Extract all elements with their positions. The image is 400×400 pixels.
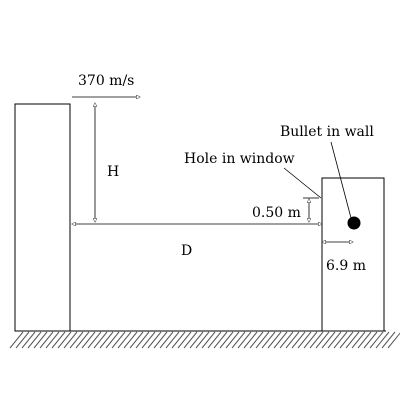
height-label: H (107, 164, 120, 180)
bullet-label: Bullet in wall (280, 124, 374, 140)
hatch-line (316, 332, 329, 348)
ground-hatching (10, 332, 400, 348)
hatch-line (118, 332, 131, 348)
hatch-line (232, 332, 245, 348)
hatch-line (64, 332, 77, 348)
hatch-line (238, 332, 251, 348)
hatch-line (280, 332, 293, 348)
hatch-line (328, 332, 341, 348)
hatch-line (196, 332, 209, 348)
hatch-line (382, 332, 395, 348)
hatch-line (298, 332, 311, 348)
hatch-line (340, 332, 353, 348)
ground (10, 331, 400, 348)
velocity-label: 370 m/s (78, 73, 135, 89)
hatch-line (292, 332, 305, 348)
hatch-line (304, 332, 317, 348)
hatch-line (178, 332, 191, 348)
hatch-line (154, 332, 167, 348)
hatch-line (136, 332, 149, 348)
right-building (322, 178, 384, 331)
hatch-line (94, 332, 107, 348)
hatch-line (226, 332, 239, 348)
hatch-line (208, 332, 221, 348)
bullet-leader-line (331, 142, 351, 218)
hatch-line (142, 332, 155, 348)
hatch-line (16, 332, 29, 348)
hatch-line (34, 332, 47, 348)
hatch-line (112, 332, 125, 348)
hatch-line (358, 332, 371, 348)
hatch-line (346, 332, 359, 348)
hatch-line (106, 332, 119, 348)
hatch-line (220, 332, 233, 348)
hatch-line (352, 332, 365, 348)
hatch-line (250, 332, 263, 348)
hatch-line (262, 332, 275, 348)
hatch-line (376, 332, 389, 348)
hatch-line (28, 332, 41, 348)
distance-label: D (181, 243, 193, 259)
hatch-line (310, 332, 323, 348)
hatch-line (52, 332, 65, 348)
hatch-line (22, 332, 35, 348)
hatch-line (10, 332, 23, 348)
hatch-line (58, 332, 71, 348)
hatch-line (46, 332, 59, 348)
hole-leader-line (284, 168, 321, 198)
hatch-line (322, 332, 335, 348)
hatch-line (76, 332, 89, 348)
hatch-line (202, 332, 215, 348)
hatch-line (172, 332, 185, 348)
hatch-line (40, 332, 53, 348)
hatch-line (256, 332, 269, 348)
hatch-line (286, 332, 299, 348)
hatch-line (364, 332, 377, 348)
hatch-line (148, 332, 161, 348)
hatch-line (88, 332, 101, 348)
wall-depth-label: 6.9 m (326, 258, 366, 274)
hatch-line (184, 332, 197, 348)
hatch-line (370, 332, 383, 348)
hatch-line (70, 332, 83, 348)
hatch-line (82, 332, 95, 348)
hatch-line (334, 332, 347, 348)
hatch-line (388, 332, 400, 348)
hatch-line (160, 332, 173, 348)
hole-drop-label: 0.50 m (252, 205, 301, 221)
hatch-line (130, 332, 143, 348)
hatch-line (274, 332, 287, 348)
hatch-line (100, 332, 113, 348)
hatch-line (214, 332, 227, 348)
hatch-line (124, 332, 137, 348)
hatch-line (166, 332, 179, 348)
hatch-line (190, 332, 203, 348)
hole-label: Hole in window (184, 151, 295, 167)
left-building (15, 104, 70, 331)
hatch-line (244, 332, 257, 348)
bullet-marker (348, 217, 361, 230)
hatch-line (268, 332, 281, 348)
